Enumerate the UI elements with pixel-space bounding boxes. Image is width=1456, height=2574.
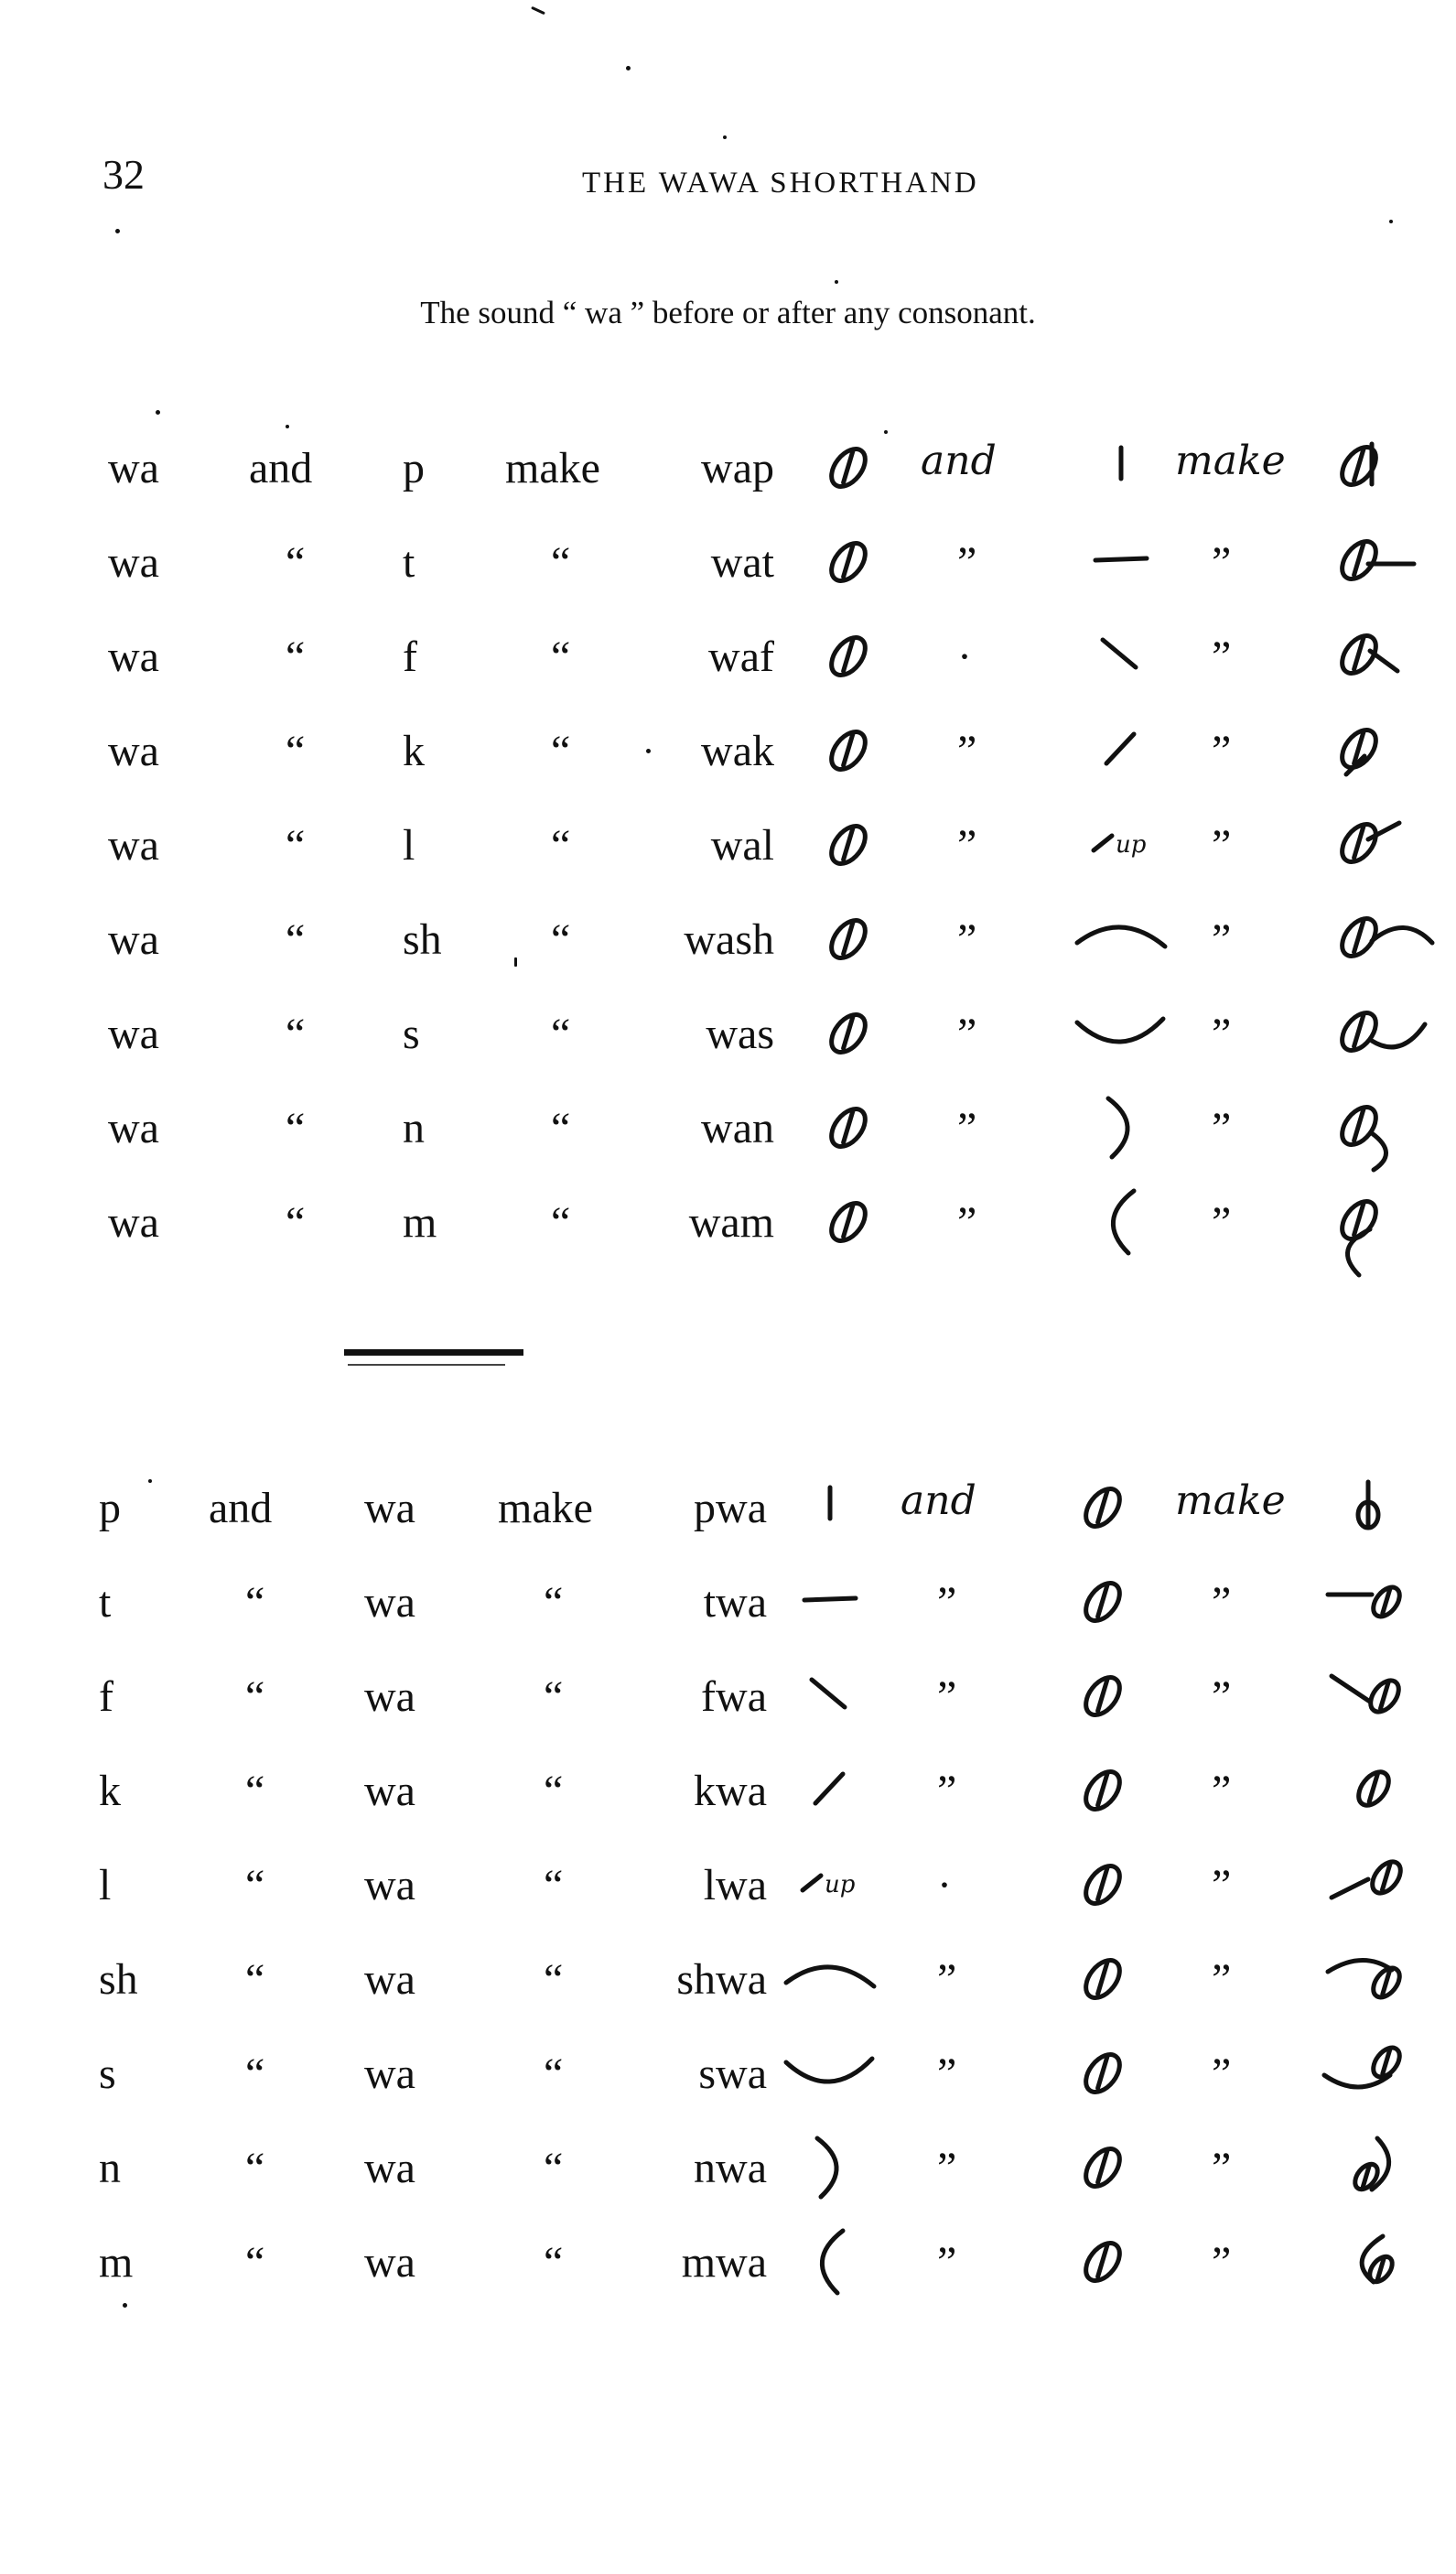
cell-ditto: ”: [937, 1578, 957, 1627]
cell-first: k: [99, 1767, 121, 1815]
cell-ditto: ”: [937, 1955, 957, 2004]
cell-ditto: “: [286, 727, 306, 775]
cell-ditto: “: [286, 821, 306, 870]
cell-ditto: “: [544, 1861, 564, 1909]
wa-loop-icon: [798, 898, 899, 977]
cell-ditto: “: [551, 538, 571, 587]
cell-first: s: [99, 2049, 116, 2098]
cell-ditto: “: [286, 538, 306, 587]
cell-result: wap: [701, 444, 774, 492]
cell-ditto: “: [286, 1104, 306, 1152]
cell-ditto: ”: [1212, 1104, 1232, 1152]
running-head: THE WAWA SHORTHAND: [582, 167, 979, 200]
svg-text:up: up: [1116, 831, 1147, 859]
cell-ditto: ”: [1212, 2238, 1232, 2287]
cell-ditto: ”: [1212, 1767, 1232, 1815]
cell-second: wa: [364, 2238, 415, 2287]
cell-ditto: ”: [957, 821, 977, 870]
cell-first: sh: [99, 1955, 138, 2004]
outline-wal-icon: [1318, 804, 1418, 882]
outline-wap-icon: [1318, 427, 1418, 505]
consonant-f-icon: [780, 1655, 880, 1734]
cell-result: wam: [688, 1198, 774, 1247]
cell-first: n: [99, 2144, 121, 2192]
cell-ditto: ”: [1212, 2144, 1232, 2192]
consonant-s-icon: [780, 2032, 880, 2111]
cell-sym-and: and: [901, 1477, 976, 1524]
cell-ditto: ·: [957, 633, 972, 681]
cell-ditto: “: [544, 1955, 564, 2004]
outline-nwa-icon: [1318, 2126, 1418, 2205]
consonant-t-icon: [780, 1561, 880, 1639]
page-number: 32: [102, 151, 145, 198]
cell-second: sh: [403, 915, 442, 964]
cell-ditto: “: [245, 1672, 265, 1721]
cell-first: wa: [108, 1010, 159, 1058]
print-speck: [626, 66, 631, 70]
print-speck: [1389, 220, 1393, 223]
wa-loop-icon: [798, 709, 899, 788]
cell-ditto: ”: [937, 2144, 957, 2192]
cell-ditto: ”: [1212, 1010, 1232, 1058]
cell-sym-and: and: [921, 438, 997, 484]
cell-ditto: “: [544, 2049, 564, 2098]
wa-loop-icon: [798, 1087, 899, 1165]
wa-loop-icon: [1052, 1466, 1153, 1545]
consonant-l-icon: [780, 1844, 880, 1922]
cell-result: pwa: [694, 1484, 767, 1532]
cell-result: wash: [684, 915, 774, 964]
cell-ditto: “: [551, 1198, 571, 1247]
cell-ditto: ”: [1212, 1672, 1232, 1721]
cell-result: was: [706, 1010, 774, 1058]
outline-wan-icon: [1318, 1087, 1418, 1165]
wa-loop-icon: [798, 427, 899, 505]
wa-loop-icon: [1052, 1655, 1153, 1734]
outline-wash-icon: [1318, 898, 1418, 977]
cell-first: wa: [108, 727, 159, 775]
cell-ditto: ”: [1212, 727, 1232, 775]
cell-ditto: ”: [957, 1104, 977, 1152]
cell-ditto: “: [544, 2144, 564, 2192]
cell-result: mwa: [681, 2238, 767, 2287]
cell-ditto: ”: [957, 538, 977, 587]
cell-ditto: “: [551, 1010, 571, 1058]
cell-ditto: “: [551, 633, 571, 681]
consonant-f-icon: [1071, 615, 1171, 694]
consonant-l-icon: [1071, 804, 1171, 882]
cell-first: p: [99, 1484, 121, 1532]
print-speck: [835, 280, 838, 284]
cell-join: and: [209, 1484, 273, 1532]
wa-loop-icon: [798, 1181, 899, 1260]
outline-fwa-icon: [1318, 1655, 1418, 1734]
cell-second: wa: [364, 2144, 415, 2192]
cell-result: fwa: [701, 1672, 767, 1721]
outline-kwa-icon: [1318, 1749, 1418, 1828]
cell-ditto: ”: [1212, 1198, 1232, 1247]
cell-second: t: [403, 538, 415, 587]
consonant-n-icon: [1071, 1087, 1171, 1165]
cell-join: and: [249, 444, 313, 492]
cell-second: wa: [364, 1672, 415, 1721]
cell-second: k: [403, 727, 425, 775]
cell-result: nwa: [694, 2144, 767, 2192]
cell-ditto: “: [245, 1955, 265, 2004]
consonant-k-icon: [1071, 709, 1171, 788]
consonant-sh-icon: [1071, 898, 1171, 977]
cell-ditto: “: [245, 2238, 265, 2287]
cell-ditto: ”: [957, 915, 977, 964]
cell-second: n: [403, 1104, 425, 1152]
cell-first: t: [99, 1578, 112, 1627]
cell-second: wa: [364, 2049, 415, 2098]
consonant-p-icon: [780, 1466, 880, 1545]
cell-ditto: “: [551, 727, 571, 775]
cell-second: wa: [364, 1484, 415, 1532]
consonant-k-icon: [780, 1749, 880, 1828]
wa-loop-icon: [798, 992, 899, 1071]
cell-ditto: “: [245, 1861, 265, 1909]
cell-ditto: “: [551, 915, 571, 964]
print-speck: [156, 410, 160, 415]
cell-ditto: “: [245, 2144, 265, 2192]
cell-ditto: “: [544, 1767, 564, 1815]
print-speck: [148, 1479, 152, 1483]
cell-first: wa: [108, 915, 159, 964]
cell-ditto: “: [544, 1672, 564, 1721]
cell-ditto: ”: [1212, 538, 1232, 587]
cell-ditto: “: [544, 2238, 564, 2287]
cell-first: wa: [108, 1198, 159, 1247]
outline-mwa-icon: [1318, 2221, 1418, 2299]
cell-result: twa: [703, 1578, 767, 1627]
print-speck: [115, 229, 120, 233]
cell-second: f: [403, 633, 417, 681]
cell-ditto: “: [551, 1104, 571, 1152]
outline-pwa-icon: [1318, 1466, 1418, 1545]
cell-ditto: “: [551, 821, 571, 870]
cell-ditto: ”: [1212, 1861, 1232, 1909]
wa-loop-icon: [1052, 2221, 1153, 2299]
section-divider-underline: [348, 1364, 505, 1366]
cell-ditto: “: [245, 1767, 265, 1815]
outline-lwa-icon: [1318, 1844, 1418, 1922]
print-speck: [514, 957, 517, 967]
wa-loop-icon: [798, 521, 899, 600]
cell-second: wa: [364, 1578, 415, 1627]
print-speck: [286, 425, 289, 428]
cell-ditto: ”: [1212, 821, 1232, 870]
cell-second: m: [403, 1198, 437, 1247]
cell-ditto: ”: [957, 727, 977, 775]
cell-result: swa: [698, 2049, 767, 2098]
cell-result: kwa: [694, 1767, 767, 1815]
wa-loop-icon: [1052, 1749, 1153, 1828]
section-divider: [344, 1349, 523, 1356]
cell-first: m: [99, 2238, 134, 2287]
section-caption: The sound “ wa ” before or after any consonant.: [420, 295, 1036, 330]
svg-text:up: up: [825, 1871, 856, 1898]
consonant-p-icon: [1071, 427, 1171, 505]
cell-result: wal: [710, 821, 774, 870]
cell-ditto: “: [544, 1578, 564, 1627]
cell-result: wak: [701, 727, 774, 775]
cell-result: wat: [710, 538, 774, 587]
outline-twa-icon: [1318, 1561, 1418, 1639]
cell-first: f: [99, 1672, 113, 1721]
cell-ditto: ”: [937, 2049, 957, 2098]
wa-loop-icon: [1052, 1844, 1153, 1922]
cell-ditto: “: [286, 633, 306, 681]
wa-loop-icon: [798, 804, 899, 882]
outline-wat-icon: [1318, 521, 1418, 600]
cell-sym-make: make: [1175, 1477, 1286, 1524]
outline-wam-icon: [1318, 1181, 1418, 1260]
outline-waf-icon: [1318, 615, 1418, 694]
cell-ditto: “: [286, 1010, 306, 1058]
consonant-n-icon: [780, 2126, 880, 2205]
cell-second: p: [403, 444, 425, 492]
cell-ditto: “: [286, 915, 306, 964]
consonant-s-icon: [1071, 992, 1171, 1071]
cell-ditto: ”: [957, 1010, 977, 1058]
cell-ditto: ”: [1212, 1578, 1232, 1627]
cell-ditto: ”: [1212, 633, 1232, 681]
cell-second: l: [403, 821, 415, 870]
cell-result: waf: [708, 633, 774, 681]
cell-first: wa: [108, 444, 159, 492]
outline-was-icon: [1318, 992, 1418, 1071]
print-speck: [723, 135, 727, 139]
cell-first: wa: [108, 821, 159, 870]
wa-loop-icon: [1052, 1938, 1153, 2017]
cell-ditto: ”: [1212, 1955, 1232, 2004]
cell-ditto: ”: [957, 1198, 977, 1247]
print-speck: [531, 6, 545, 15]
cell-second: wa: [364, 1955, 415, 2004]
cell-first: wa: [108, 538, 159, 587]
consonant-m-icon: [1071, 1181, 1171, 1260]
cell-ditto: ·: [937, 1861, 952, 1909]
cell-first: l: [99, 1861, 112, 1909]
wa-loop-icon: [1052, 2126, 1153, 2205]
cell-make: make: [498, 1484, 593, 1532]
cell-second: s: [403, 1010, 420, 1058]
cell-second: wa: [364, 1861, 415, 1909]
cell-ditto: “: [245, 1578, 265, 1627]
cell-result: lwa: [703, 1861, 767, 1909]
outline-wak-icon: [1318, 709, 1418, 788]
cell-second: wa: [364, 1767, 415, 1815]
cell-ditto: ”: [937, 1672, 957, 1721]
cell-ditto: “: [286, 1198, 306, 1247]
cell-first: wa: [108, 1104, 159, 1152]
cell-sym-make: make: [1175, 438, 1286, 484]
cell-ditto: ”: [937, 2238, 957, 2287]
wa-loop-icon: [798, 615, 899, 694]
cell-result: shwa: [676, 1955, 767, 2004]
print-speck: [123, 2303, 127, 2308]
wa-loop-icon: [1052, 2032, 1153, 2111]
cell-make: make: [505, 444, 600, 492]
consonant-t-icon: [1071, 521, 1171, 600]
wa-loop-icon: [1052, 1561, 1153, 1639]
cell-ditto: “: [245, 2049, 265, 2098]
cell-ditto: ”: [937, 1767, 957, 1815]
cell-first: wa: [108, 633, 159, 681]
outline-shwa-icon: [1318, 1938, 1418, 2017]
consonant-m-icon: [780, 2221, 880, 2299]
outline-swa-icon: [1318, 2032, 1418, 2111]
cell-ditto: ”: [1212, 915, 1232, 964]
consonant-sh-icon: [780, 1938, 880, 2017]
cell-ditto: ”: [1212, 2049, 1232, 2098]
cell-result: wan: [701, 1104, 774, 1152]
